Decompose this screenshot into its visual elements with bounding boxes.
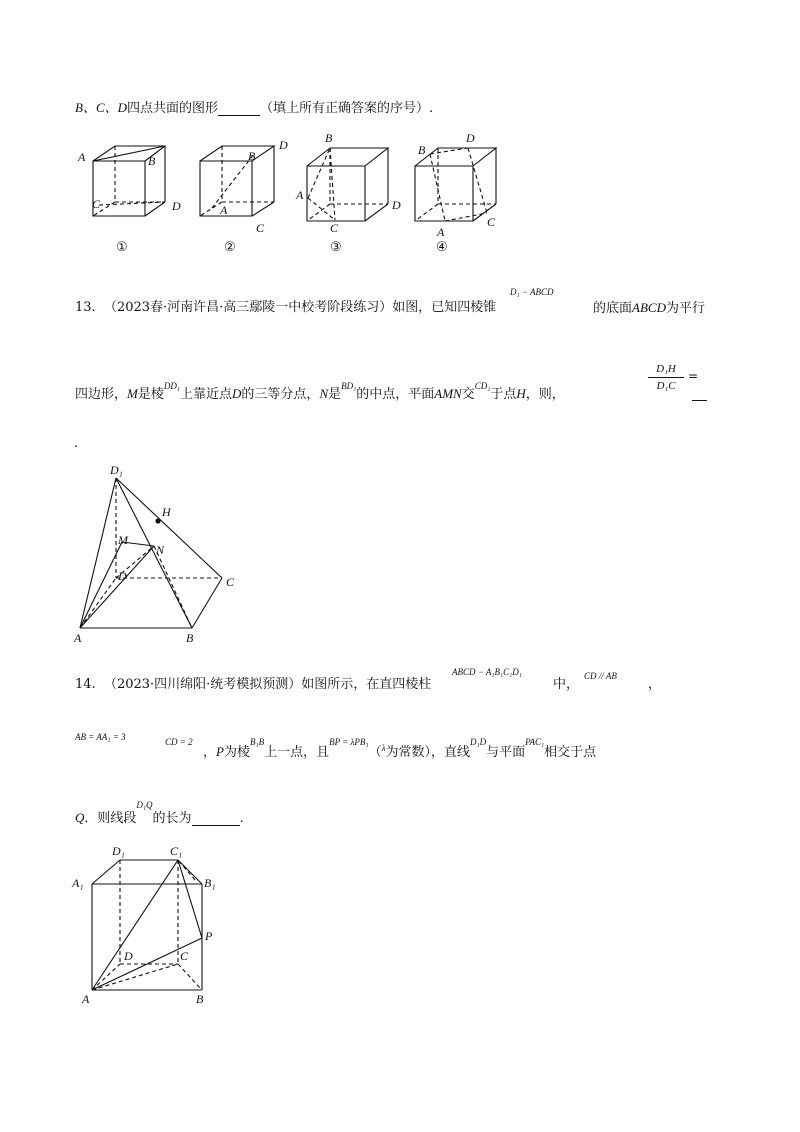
- cube2-A: A: [220, 203, 228, 217]
- cube-1: [77, 146, 181, 216]
- cube3-C: C: [330, 221, 339, 235]
- q13-t4: 的三等分点，: [241, 387, 320, 402]
- figure-14-prism: [70, 838, 330, 1018]
- cube4-C: C: [487, 215, 496, 229]
- cube4-D: D: [466, 131, 475, 145]
- cube2-D: D: [279, 138, 288, 152]
- q13-number: 13.: [75, 300, 96, 315]
- q14-t6: 与平面: [486, 745, 526, 760]
- q14-D1D: D₁D: [470, 737, 487, 747]
- q13-eq: =: [688, 369, 699, 383]
- fig13-M: M: [118, 533, 128, 547]
- fig14-C1: C₁: [170, 844, 183, 858]
- cube2-C: C: [256, 221, 265, 235]
- fig14-D: D: [124, 949, 133, 963]
- q14-number: 14.: [75, 677, 96, 692]
- fig13-B: B: [186, 631, 194, 645]
- q14-comma: ，: [648, 677, 662, 692]
- fig14-B1: B₁: [204, 876, 216, 890]
- q13-abcd: ABCD: [632, 300, 666, 315]
- q14-t9: 的长为: [152, 811, 192, 826]
- q13-t2: 是棱: [137, 387, 164, 402]
- q13-t8: 于点: [490, 387, 517, 402]
- cube2-B: B: [248, 149, 256, 163]
- q14-source: （2023·四川绵阳·统考模拟预测）如图所示，在直四棱柱: [103, 677, 432, 692]
- q13-text-base: 的底面: [593, 301, 633, 316]
- q14-PAC1: PAC₁: [525, 737, 545, 747]
- cube-label-3: ③: [330, 240, 342, 255]
- q13-t1: 四边形，: [75, 387, 128, 402]
- q14-line-1: [75, 678, 431, 691]
- q14-text-zhong: 中，: [553, 677, 580, 692]
- q13-t3: 上靠近点: [180, 387, 233, 402]
- fig14-B: B: [196, 992, 204, 1006]
- q12-text: 四点共面的图形: [127, 101, 219, 116]
- q13-frac-den: D₁C: [656, 380, 676, 392]
- cube3-A: A: [296, 188, 304, 202]
- q13-t7: 交: [461, 387, 475, 402]
- fig14-D1: D₁: [112, 844, 125, 858]
- q14-D1Q: D₁Q: [136, 800, 153, 810]
- cube3-D: D: [392, 198, 401, 212]
- q13-DD1: DD₁: [163, 381, 181, 391]
- cube-2: [200, 138, 288, 235]
- q13-M: M: [127, 386, 138, 401]
- q14-t4: （: [368, 745, 382, 760]
- q14-t7: 相交于点: [544, 745, 597, 760]
- q13-D: D: [232, 386, 242, 401]
- q13-pyramid: D₁ − ABCD: [510, 287, 554, 297]
- cube1-D: D: [172, 199, 181, 213]
- q12-points: B、C、D: [75, 100, 128, 115]
- q14-t5: 为常数），直线: [385, 745, 470, 760]
- q13-t9: ，则，: [525, 387, 565, 402]
- q14-B1B: B₁B: [249, 737, 265, 747]
- fig14-A: A: [82, 992, 90, 1006]
- cube-4: [415, 131, 496, 239]
- cube4-B: B: [418, 143, 426, 157]
- q12-suffix: （填上所有正确答案的序号）.: [260, 101, 434, 116]
- q13-H: H: [516, 386, 526, 401]
- fig14-A1: A₁: [72, 876, 84, 890]
- q14-t2: 为棱: [223, 745, 250, 760]
- q14-t1: ，: [203, 745, 217, 760]
- q12-answer-blank[interactable]: [218, 102, 260, 116]
- q13-answer-blank[interactable]: [692, 388, 707, 401]
- q14-P: P: [216, 744, 224, 759]
- cube3-B: B: [325, 131, 333, 145]
- fig13-A: A: [74, 631, 82, 645]
- cube-label-4: ④: [436, 240, 448, 255]
- q13-AMN: AMN: [434, 386, 462, 401]
- cube-label-2: ②: [224, 240, 236, 255]
- point-H: [155, 518, 160, 523]
- figure-13-pyramid: [70, 460, 330, 660]
- q13-source: （2023春·河南许昌·高三鄢陵一中校考阶段练习）如图，已知四棱锥: [103, 300, 497, 315]
- fig13-D: D: [118, 569, 127, 583]
- q14-answer-blank[interactable]: [192, 812, 240, 826]
- q14-ratio: BP = λPB₁: [329, 737, 369, 747]
- q13-t5: 是: [328, 387, 342, 402]
- fig13-D1: D₁: [110, 463, 123, 477]
- cube1-A: A: [78, 150, 86, 164]
- q13-frac-num: D₁H: [648, 363, 684, 378]
- q14-cond2: CD = 2: [165, 737, 193, 747]
- fig13-N: N: [156, 543, 165, 557]
- cube-3: [295, 131, 401, 235]
- fig13-H: H: [162, 505, 171, 519]
- cube1-C: C: [92, 197, 101, 211]
- cube4-A: A: [437, 225, 445, 239]
- q13-t6: 的中点，平面: [356, 387, 435, 402]
- q14-lambda: λ: [381, 743, 386, 753]
- q14-line-1-tail: [553, 678, 579, 691]
- fig13-C: C: [226, 575, 235, 589]
- cube-label-1: ①: [116, 240, 128, 255]
- q14-Q: Q: [75, 810, 85, 825]
- q13-fraction: [648, 363, 684, 392]
- q13-line-1-tail: [593, 301, 705, 315]
- q13-line-1: [75, 301, 496, 314]
- q14-cond1: AB = AA₁ = 3: [75, 732, 126, 742]
- q14-prism: ABCD − A₁B₁C₁D₁: [452, 667, 522, 677]
- q13-trailing-dot: .: [74, 436, 79, 451]
- q13-text-parallel: 为平行: [665, 301, 705, 316]
- q13-BD1: BD₁: [341, 381, 357, 391]
- q14-line-3: [75, 800, 244, 826]
- q13-N: N: [319, 386, 329, 401]
- fig14-P: P: [205, 929, 213, 943]
- q14-parallel: CD // AB: [584, 671, 617, 681]
- q13-CD1: CD₁: [474, 381, 491, 391]
- q14-t8: ．则线段: [84, 811, 137, 826]
- q14-t10: .: [239, 811, 244, 826]
- fig14-C: C: [180, 949, 189, 963]
- cube1-B: B: [148, 154, 156, 168]
- q14-t3: 上一点，且: [264, 745, 330, 760]
- q12-tail-line: [75, 101, 433, 116]
- q13-line-2: [75, 381, 565, 402]
